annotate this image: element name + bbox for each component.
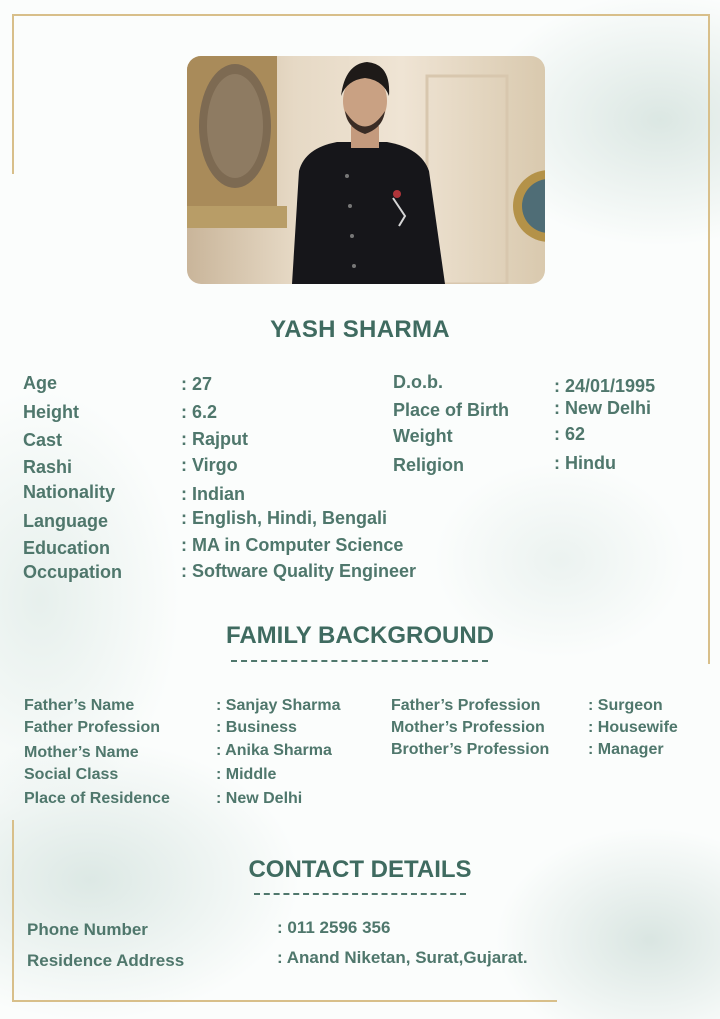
phone-number-label: Phone Number xyxy=(27,920,148,939)
mothers-profession-value: : Housewife xyxy=(588,719,678,736)
brothers-profession-value: : Manager xyxy=(588,741,664,758)
weight-label: Weight xyxy=(393,426,453,446)
place-of-birth-label: Place of Birth xyxy=(393,400,510,420)
residence-address-label: Residence Address xyxy=(27,951,185,970)
weight-value: : 62 xyxy=(554,424,586,444)
fathers-profession-label: Father’s Profession xyxy=(391,697,541,714)
profile-photo xyxy=(187,56,545,284)
place-of-residence-label: Place of Residence xyxy=(24,790,170,807)
age-label: Age xyxy=(23,373,58,393)
rashi-value: : Virgo xyxy=(181,455,238,475)
father-profession-label: Father Profession xyxy=(24,719,161,736)
religion-value: : Hindu xyxy=(554,453,616,473)
height-value: : 6.2 xyxy=(181,402,218,422)
place-of-residence-value: : New Delhi xyxy=(216,790,303,807)
language-label: Language xyxy=(23,511,109,531)
brothers-profession-label: Brother’s Profession xyxy=(391,741,550,758)
family-title-divider xyxy=(231,660,488,662)
dob-value: : 24/01/1995 xyxy=(554,376,656,396)
frame-bottom-line xyxy=(12,1000,557,1002)
mothers-profession-label: Mother’s Profession xyxy=(391,719,545,736)
dob-label: D.o.b. xyxy=(393,372,443,392)
fathers-profession-value: : Surgeon xyxy=(588,697,663,714)
mothers-name-value: : Anika Sharma xyxy=(216,742,332,759)
cast-label: Cast xyxy=(23,430,63,450)
social-class-value: : Middle xyxy=(216,766,277,783)
family-background-title: FAMILY BACKGROUND xyxy=(225,622,495,649)
fathers-name-label: Father’s Name xyxy=(24,697,135,714)
contact-details-title: CONTACT DETAILS xyxy=(248,856,472,883)
education-value: : MA in Computer Science xyxy=(181,535,404,555)
frame-left-lower-line xyxy=(12,820,14,1002)
father-profession-value: : Business xyxy=(216,719,297,736)
residence-address-value: : Anand Niketan, Surat,Gujarat. xyxy=(277,948,528,967)
occupation-label: Occupation xyxy=(23,562,123,582)
social-class-label: Social Class xyxy=(24,766,119,783)
phone-number-value: : 011 2596 356 xyxy=(277,918,391,937)
education-label: Education xyxy=(23,538,111,558)
fathers-name-value: : Sanjay Sharma xyxy=(216,697,341,714)
contact-title-divider xyxy=(254,893,466,895)
frame-left-line xyxy=(12,14,14,174)
age-value: : 27 xyxy=(181,374,213,394)
nationality-label: Nationality xyxy=(23,482,116,502)
cast-value: : Rajput xyxy=(181,429,248,449)
rashi-label: Rashi xyxy=(23,457,73,477)
profile-name: YASH SHARMA xyxy=(270,316,450,343)
religion-label: Religion xyxy=(393,455,464,475)
mothers-name-label: Mother’s Name xyxy=(24,744,139,761)
nationality-value: : Indian xyxy=(181,484,245,504)
frame-top-line xyxy=(12,14,710,16)
occupation-value: : Software Quality Engineer xyxy=(181,561,417,581)
place-of-birth-value: : New Delhi xyxy=(554,398,652,418)
height-label: Height xyxy=(23,402,79,422)
language-value: : English, Hindi, Bengali xyxy=(181,508,388,528)
